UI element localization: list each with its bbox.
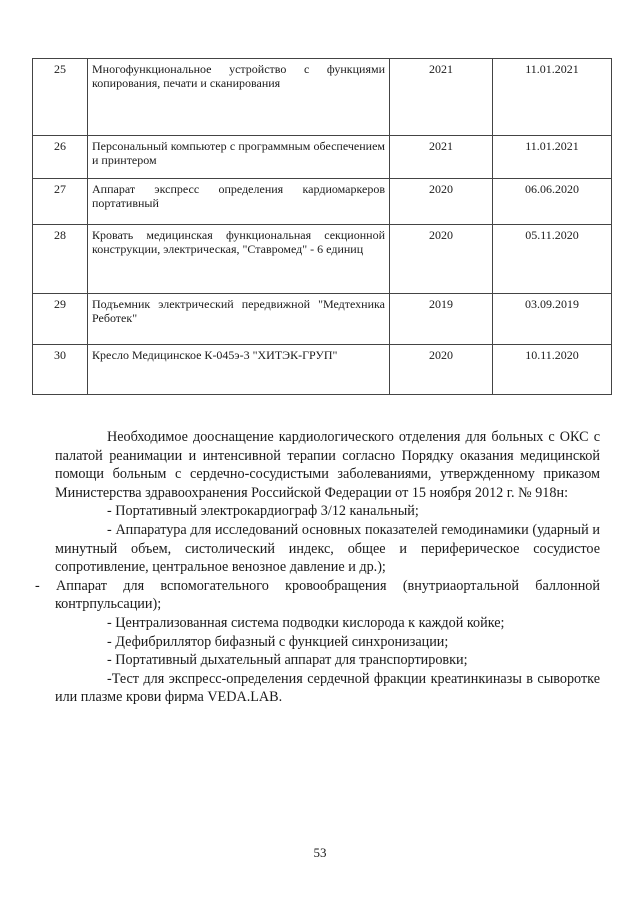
equipment-name: Подъемник электрический передвижной "Медтехника Реботек" — [88, 294, 390, 345]
list-item: - Централизованная система подводки кислорода к каждой койке; — [107, 614, 505, 631]
year-cell: 2020 — [390, 345, 493, 395]
year-cell: 2021 — [390, 59, 493, 136]
row-number: 25 — [33, 59, 88, 136]
equipment-name: Кресло Медицинское К-045э-3 "ХИТЭК-ГРУП" — [88, 345, 390, 395]
date-cell: 10.11.2020 — [493, 345, 612, 395]
date-cell: 06.06.2020 — [493, 179, 612, 225]
list-item: -Тест для экспресс-определения сердечной фракции креатинкиназы в сыворотке или плазме крови фирма VEDA.LAB. — [55, 670, 600, 706]
table-row — [33, 225, 612, 294]
table-row — [33, 136, 612, 179]
row-number: 28 — [33, 225, 88, 294]
list-item: - Аппаратура для исследований основных показателей гемодинамики (ударный и минутный объем, систолический индекс, общее и периферическое сосудистое сопротивление, центральное венозное давление и др.); — [55, 521, 600, 576]
year-cell: 2020 — [390, 179, 493, 225]
row-number: 27 — [33, 179, 88, 225]
list-item: - Портативный электрокардиограф 3/12 канальный; — [107, 503, 419, 520]
table-row — [33, 345, 612, 395]
list-item: - Дефибриллятор бифазный с функцией синхронизации; — [107, 633, 449, 650]
date-cell: 11.01.2021 — [493, 136, 612, 179]
date-cell: 03.09.2019 — [493, 294, 612, 345]
year-cell: 2021 — [390, 136, 493, 179]
list-item: - Аппарат для вспомогательного кровообращения (внутриаортальной баллонной контрпульсации); — [35, 577, 600, 613]
equipment-name: Многофункциональное устройство с функциями копирования, печати и сканирования — [88, 59, 390, 136]
year-cell: 2020 — [390, 225, 493, 294]
equipment-name: Аппарат экспресс определения кардиомаркеров портативный — [88, 179, 390, 225]
date-cell: 11.01.2021 — [493, 59, 612, 136]
table-row — [33, 294, 612, 345]
equipment-name: Персональный компьютер с программным обеспечением и принтером — [88, 136, 390, 179]
year-cell: 2019 — [390, 294, 493, 345]
body-text — [35, 428, 600, 707]
row-number: 30 — [33, 345, 88, 395]
date-cell: 05.11.2020 — [493, 225, 612, 294]
intro-paragraph: Необходимое дооснащение кардиологического отделения для больных с ОКС с палатой реанимации и интенсивной терапии согласно Порядку оказания медицинской помощи больным с сердечно-сосудистыми заболеваниями, утвержденному приказом Министерства здравоохранения Российской Федерации от 15 ноября 2012 г. № 918н: — [55, 429, 600, 501]
row-number: 26 — [33, 136, 88, 179]
table-row — [33, 59, 612, 136]
list-item: - Портативный дыхательный аппарат для транспортировки; — [107, 652, 468, 669]
row-number: 29 — [33, 294, 88, 345]
table-row — [33, 179, 612, 225]
equipment-name: Кровать медицинская функциональная секционной конструкции, электрическая, "Ставромед" - 6 единиц — [88, 225, 390, 294]
page-number: 53 — [313, 845, 327, 860]
equipment-table — [32, 58, 612, 395]
